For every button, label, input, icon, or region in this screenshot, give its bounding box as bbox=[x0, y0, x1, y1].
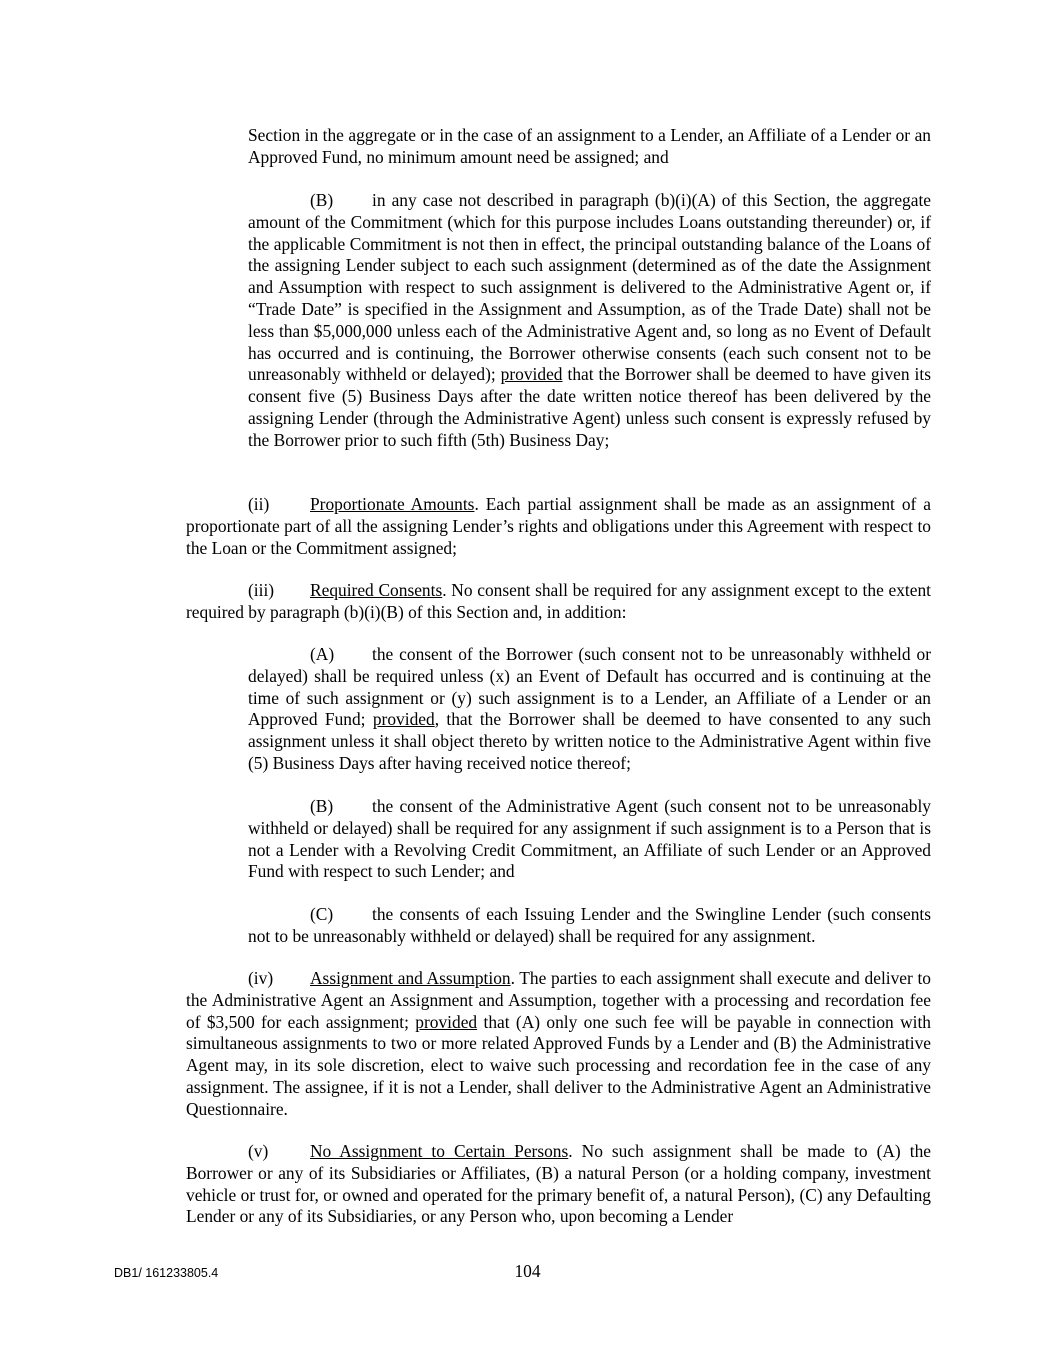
paragraph-label: (A) bbox=[310, 644, 335, 664]
paragraph-iii: (iii) Required Consents. No consent shall be required for any assignment except to the extent required by paragraph (b)(i)(B) of this Section and, in addition: bbox=[186, 580, 931, 622]
document-id: DB1/ 161233805.4 bbox=[114, 1266, 219, 1280]
paragraph-iv: (iv) Assignment and Assumption. The parties to each assignment shall execute and deliver to the Administrative Agent an Assignment and Assumption, together with a processing and recordation fee of $3,500 for each assignment; provided that (A) only one such fee will be payable in connection with simultaneous assignments to two or more related Approved Funds by a Lender and (B) the Administrative Agent may, in its sole discretion, elect to waive such processing and recordation fee in the case of any assignment. The assignee, if it is not a Lender, shall deliver to the Administrative Agent an Administrative Questionnaire. bbox=[186, 968, 931, 1119]
paragraph-b: (B) in any case not described in paragraph (b)(i)(A) of this Section, the aggregate amount of the Commitment (which for this purpose includes Loans outstanding thereunder) or, if the applicable Commitment is not then in effect, the principal outstanding balance of the Loans of the assigning Lender subject to each such assignment (determined as of the date the Assignment and Assumption with respect to such assignment is delivered to the Administrative Agent or, if “Trade Date” is specified in the Assignment and Assumption, as of the Trade Date) shall not be less than $5,000,000 unless each of the Administrative Agent and, so long as no Event of Default has occurred and is continuing, the Borrower otherwise consents (each such consent not to be unreasonably withheld or delayed); provided that the Borrower shall be deemed to have given its consent five (5) Business Days after the date written notice thereof has been delivered by the assigning Lender (through the Administrative Agent) unless such consent is expressly refused by the Borrower prior to such fifth (5th) Business Day; bbox=[248, 190, 931, 450]
paragraph-v: (v) No Assignment to Certain Persons. No such assignment shall be made to (A) the Borrower or any of its Subsidiaries or Affiliates, (B) a natural Person (or a holding company, investment vehicle or trust for, or owned and operated for the primary benefit of, a natural Person), (C) any Defaulting Lender or any of its Subsidiaries, or any Person who, upon becoming a Lender bbox=[186, 1141, 931, 1227]
paragraph-label: (iii) bbox=[248, 580, 275, 600]
provided-term: provided bbox=[415, 1011, 478, 1032]
paragraph-label: (ii) bbox=[248, 494, 270, 514]
paragraph-label: (iv) bbox=[248, 968, 274, 988]
paragraph-title: Required Consents bbox=[310, 580, 443, 600]
paragraph-ii: (ii) Proportionate Amounts. Each partial assignment shall be made as an assignment of a proportionate part of all the assigning Lender’s rights and obligations under this Agreement with respect to the Loan or the Commitment assigned; bbox=[186, 494, 931, 558]
page-number: 104 bbox=[514, 1261, 541, 1281]
paragraph-label: (C) bbox=[310, 904, 334, 924]
paragraph-title: Assignment and Assumption bbox=[310, 968, 511, 988]
paragraph-iii-a: (A) the consent of the Borrower (such consent not to be unreasonably withheld or delayed) shall be required unless (x) an Event of Default has occurred and is continuing at the time of such assignment or (y) such assignment is to a Lender, an Affiliate of a Lender or an Approved Fund; provided, that the Borrower shall be deemed to have consented to any such assignment unless it shall object thereto by written notice to the Administrative Agent within five (5) Business Days after having received notice thereof; bbox=[248, 644, 931, 773]
provided-term: provided bbox=[372, 709, 435, 730]
provided-term: provided bbox=[500, 364, 563, 385]
paragraph-title: Proportionate Amounts bbox=[310, 494, 475, 514]
paragraph-iii-b: (B) the consent of the Administrative Agent (such consent not to be unreasonably withheld or delayed) shall be required for any assignment if such assignment is to a Person that is not a Lender with a Revolving Credit Commitment, an Affiliate of such Lender or an Approved Fund with respect to such Lender; and bbox=[248, 796, 931, 882]
paragraph-label: (B) bbox=[310, 190, 334, 210]
paragraph-continuation: Section in the aggregate or in the case of an assignment to a Lender, an Affiliate of a Lender or an Approved Fund, no minimum amount need be assigned; and bbox=[248, 125, 931, 167]
paragraph-iii-c: (C) the consents of each Issuing Lender and the Swingline Lender (such consents not to be unreasonably withheld or delayed) shall be required for any assignment. bbox=[248, 904, 931, 946]
paragraph-label: (v) bbox=[248, 1141, 269, 1161]
paragraph-title: No Assignment to Certain Persons bbox=[310, 1141, 569, 1161]
paragraph-label: (B) bbox=[310, 796, 334, 816]
